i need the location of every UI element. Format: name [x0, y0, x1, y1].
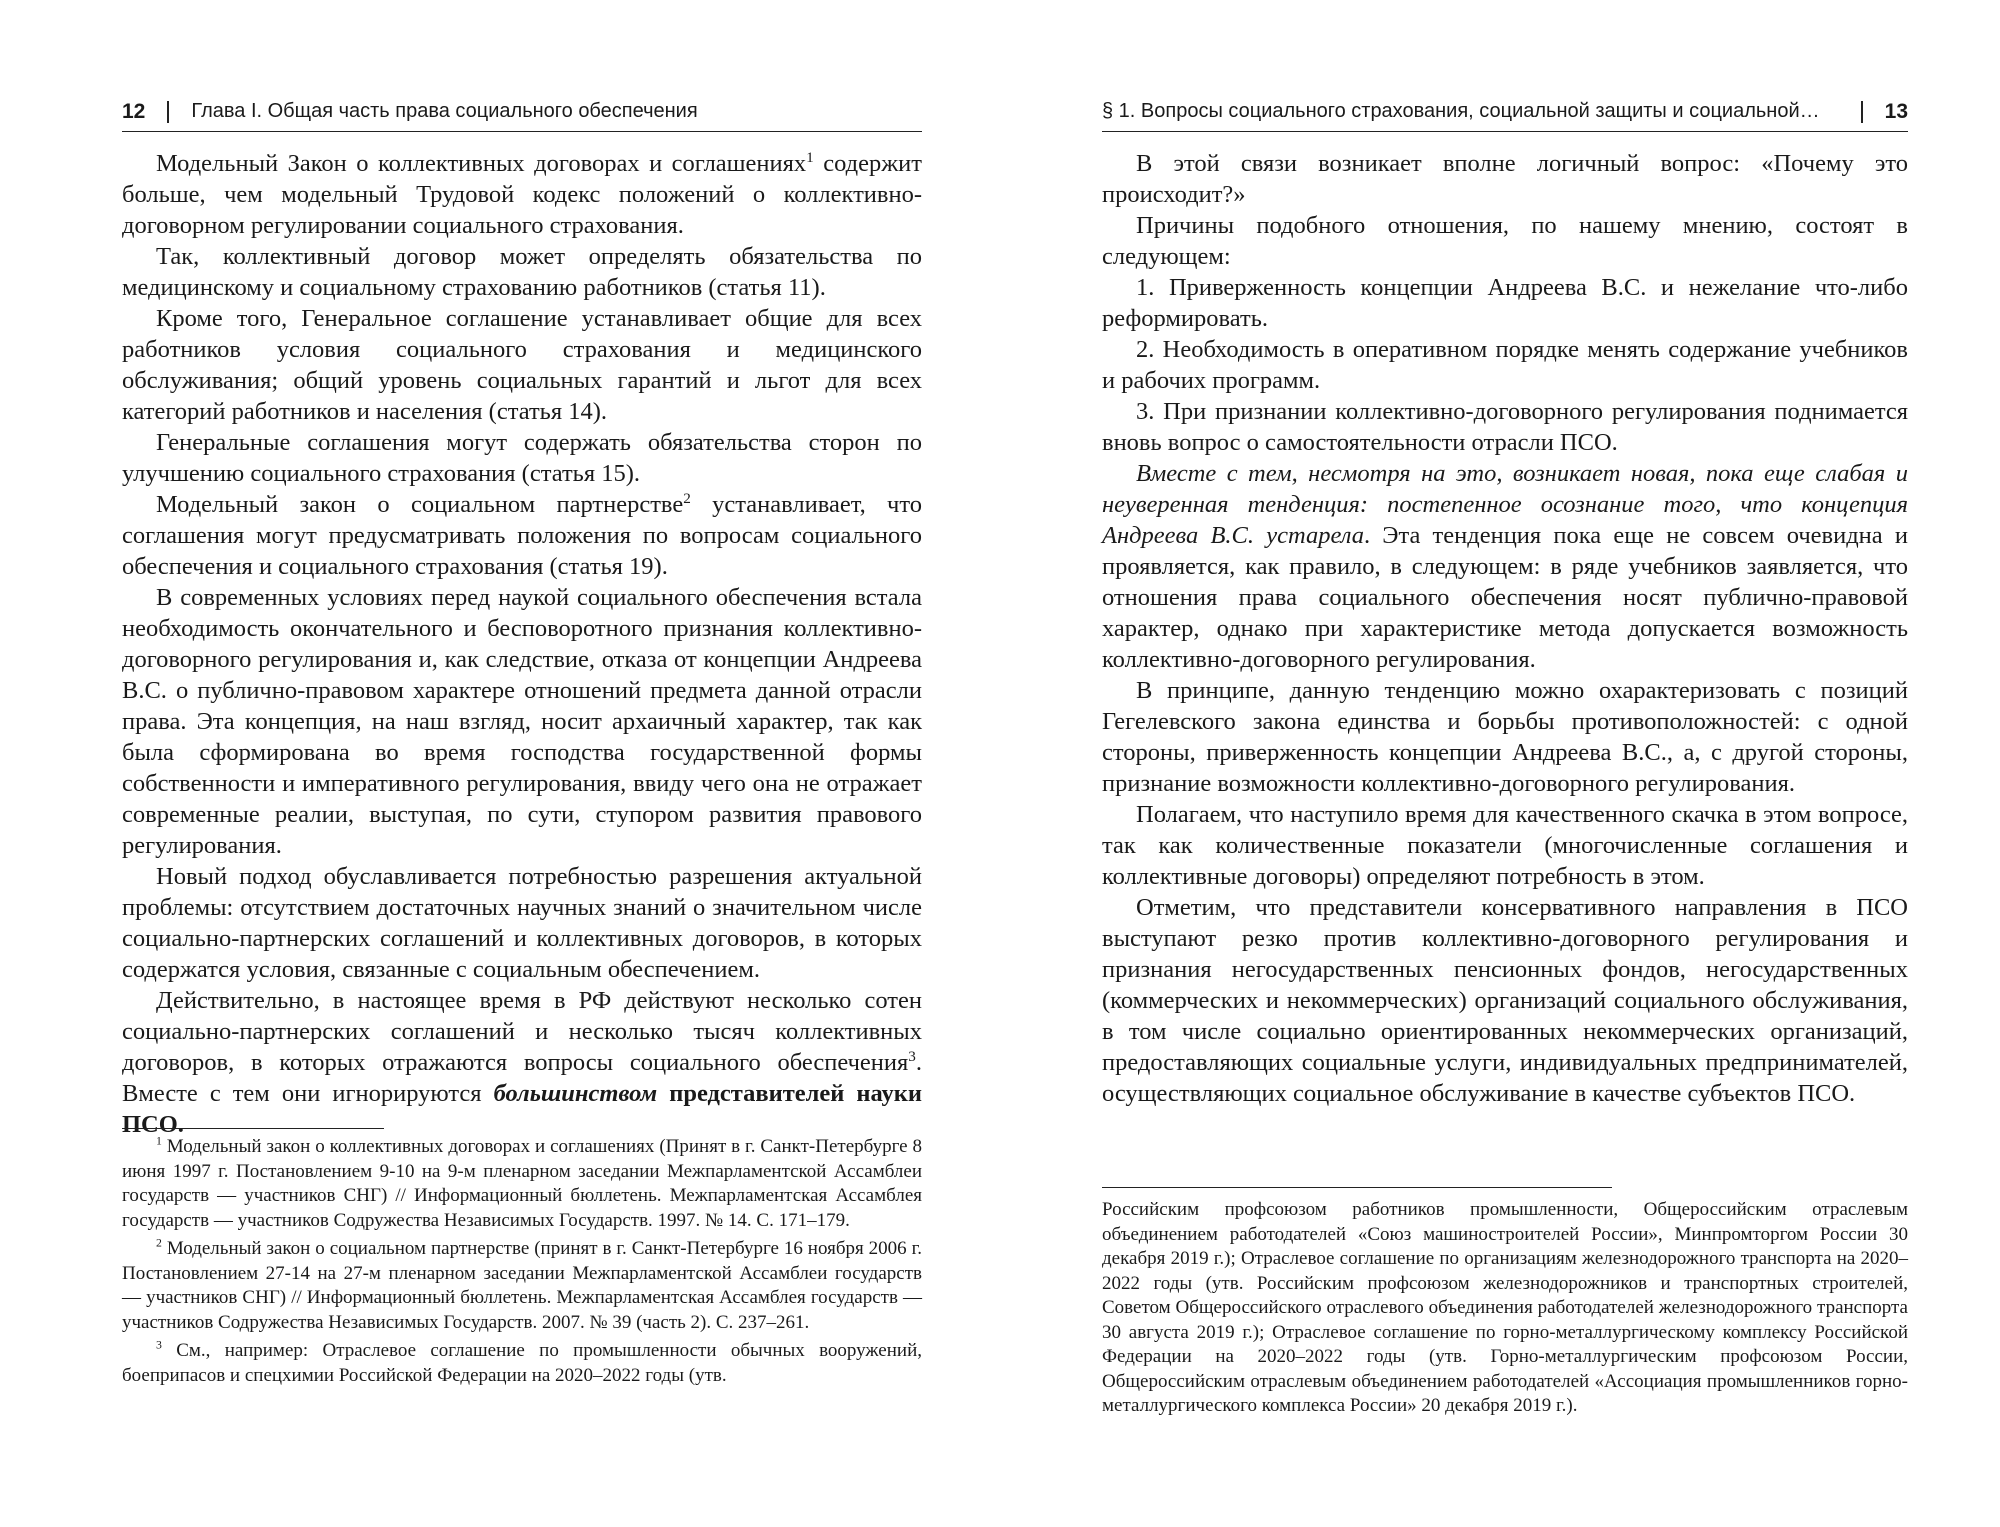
footnote-continuation: Российским профсоюзом работников промышленности, Общероссийским отраслевым объединением работодателей «Союз машиностроителей России», Минпромторгом России 30 декабря 2019 г.); Отраслевое соглашение по организациям железнодорожного транспорта на 2020–2022 годы (утв. Российским профсоюзом железнодорожников и транспортных строителей, Советом Общероссийского отраслевого объединения работодателей железнодорожного транспорта 30 августа 2019 г.); Отраслевое соглашение по горно-металлургическому комплексу Российской Федерации на 2020–2022 годы (утв. Горно-металлургическим профсоюзом России, Общероссийским отраслевым объединением работодателей «Ассоциация промышленников горно-металлургического комплекса России» 20 декабря 2019 г.). [1102, 1199, 1908, 1416]
footnote-divider [122, 1128, 384, 1129]
paragraph: Модельный Закон о коллективных договорах и соглашениях$^1$ содержит больше, чем модельный Трудовой кодекс положений о коллективно-договорном регулировании социального страхования. [122, 148, 922, 239]
paragraph: 1. Приверженность концепции Андреева В.С. и нежелание что-либо реформировать. [1102, 274, 1908, 332]
footnote-ref: 2 [683, 489, 691, 507]
right-page [1000, 0, 2000, 1527]
page-number: 12 [122, 99, 146, 123]
footnote: $^2$ Модельный закон о социальном партнерстве (принят в г. Санкт-Петербурге 16 ноября 2006 г. Постановлением 27-14 на 27-м пленарном заседании Межпарламентской Ассамблеи государств — участников СНГ) // Информационный бюллетень. Межпарламентская Ассамблея государств — участников Содружества Независимых Государств. 2007. № 39 (часть 2). С. 237–261. [122, 1236, 922, 1333]
paragraph: Модельный закон о социальном партнерстве$^2$ устанавливает, что соглашения могут предусматривать положения по вопросам социального обеспечения и социального страхования (статья 19). [122, 489, 923, 580]
left-body-text [122, 148, 922, 1140]
emphasis: Вместе с тем, несмотря на это, возникает новая, пока еще слабая и неуверенная тенденция: постепенное осознание того, что концепция Андреева В.С. устарела [1102, 460, 1908, 549]
right-body-text [1102, 148, 1908, 1109]
section-title: § 1. Вопросы социального страхования, социальной защиты и социальной… [1102, 100, 1820, 122]
paragraph: Причины подобного отношения, по нашему мнению, состоят в следующем: [1102, 212, 1908, 270]
footnote-ref: 3 [908, 1047, 916, 1065]
header-separator [1861, 101, 1863, 123]
left-running-head [122, 98, 922, 132]
paragraph: Так, коллективный договор может определять обязательства по медицинскому и социальному страхованию работников (статья 11). [122, 243, 922, 301]
paragraph: В этой связи возникает вполне логичный вопрос: «Почему это происходит?» [1102, 150, 1908, 208]
footnote: $^3$ См., например: Отраслевое соглашение по промышленности обычных вооружений, боеприпасов и спецхимии Российской Федерации на 2020–2022 годы (утв. [122, 1338, 922, 1386]
emphasis: большинством [493, 1080, 658, 1107]
paragraph: 2. Необходимость в оперативном порядке менять содержание учебников и рабочих программ. [1102, 336, 1908, 394]
emphasis: представителей науки ПСО. [122, 1080, 922, 1138]
right-footnotes [1102, 1198, 1908, 1423]
paragraph: В принципе, данную тенденцию можно охарактеризовать с позиций Гегелевского закона единства и борьбы противоположностей: с одной стороны, приверженность концепции Андреева В.С., а, с другой стороны, признание возможности коллективно-договорного регулирования. [1102, 677, 1908, 797]
paragraph: Генеральные соглашения могут содержать обязательства сторон по улучшению социального страхования (статья 15). [122, 429, 922, 487]
paragraph: Вместе с тем, несмотря на это, возникает новая, пока еще слабая и неуверенная тенденция: постепенное осознание того, что концепция Андреева В.С. устарела. Эта тенденция пока еще не совсем очевидна и проявляется, как правило, в следующем: в ряде учебников заявляется, что отношения права социального обеспечения носят публично-правовой характер, однако при характеристике метода допускается возможность коллективно-договорного регулирования. [1102, 460, 1908, 673]
paragraph: Действительно, в настоящее время в РФ действуют несколько сотен социально-партнерских соглашений и несколько тысяч коллективных договоров, в которых отражаются вопросы социального обеспечения$^3$. Вместе с тем они игнорируются большинством представителей науки ПСО. [122, 987, 922, 1138]
chapter-title: Глава I. Общая часть права социального обеспечения [191, 100, 698, 122]
left-footnotes [122, 1135, 922, 1392]
footnote: $^1$ Модельный закон о коллективных договорах и соглашениях (Принят в г. Санкт-Петербурге 8 июня 1997 г. Постановлением 9-10 на 9-м пленарном заседании Межпарламентской Ассамблеи государств — участников СНГ) // Информационный бюллетень. Межпарламентская Ассамблея государств — участников Содружества Независимых Государств. 1997. № 14. С. 171–179. [122, 1134, 922, 1231]
paragraph: Новый подход обуславливается потребностью разрешения актуальной проблемы: отсутствием достаточных научных знаний о значительном числе социально-партнерских соглашений и коллективных договоров, в которых содержатся условия, связанные с социальным обеспечением. [122, 863, 922, 983]
footnote-divider [1102, 1187, 1612, 1188]
paragraph: Отметим, что представители консервативного направления в ПСО выступают резко против коллективно-договорного регулирования и признания негосударственных пенсионных фондов, негосударственных (коммерческих и некоммерческих) организаций социального обслуживания, в том числе социально ориентированных некоммерческих организаций, предоставляющих социальные услуги, индивидуальных предпринимателей, осуществляющих социальное обслуживание в качестве субъектов ПСО. [1102, 894, 1908, 1107]
paragraph: Полагаем, что наступило время для качественного скачка в этом вопросе, так как количественные показатели (многочисленные соглашения и коллективные договоры) определяют потребность в этом. [1102, 801, 1908, 890]
header-separator [167, 101, 169, 123]
paragraph: 3. При признании коллективно-договорного регулирования поднимается вновь вопрос о самостоятельности отрасли ПСО. [1102, 398, 1908, 456]
paragraph: Кроме того, Генеральное соглашение устанавливает общие для всех работников условия социального страхования и медицинского обслуживания; общий уровень социальных гарантий и льгот для всех категорий работников и населения (статья 14). [122, 305, 922, 425]
footnote-ref: 1 [806, 148, 814, 166]
paragraph: В современных условиях перед наукой социального обеспечения встала необходимость окончательного и бесповоротного признания коллективно-договорного регулирования и, как следствие, отказа от концепции Андреева В.С. о публично-правовом характере отношений предмета данной отрасли права. Эта концепция, на наш взгляд, носит архаичный характер, так как была сформирована во время господства государственной формы собственности и императивного регулирования, ввиду чего она не отражает современные реалии, выступая, по сути, ступором развития правового регулирования. [122, 584, 922, 859]
page-number: 13 [1884, 99, 1908, 123]
right-running-head [1102, 98, 1908, 132]
